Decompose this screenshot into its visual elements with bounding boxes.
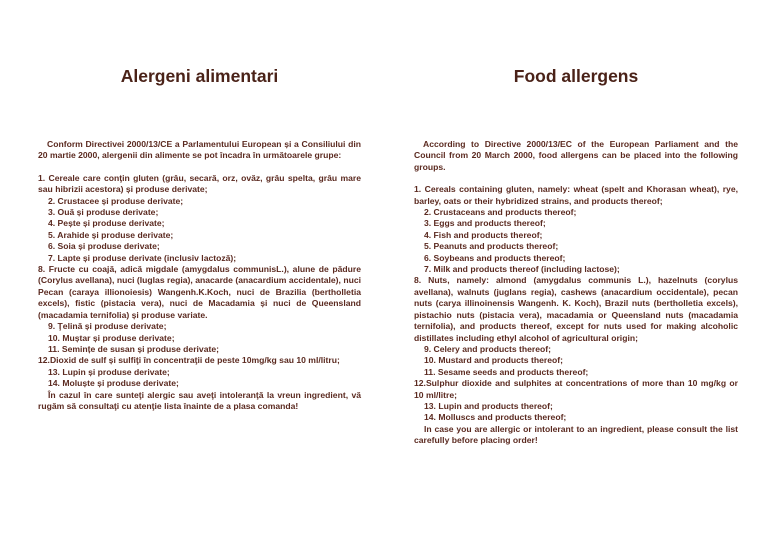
list-item: 10. Muștar și produse derivate;: [48, 332, 175, 343]
list-item: 11. Semințe de susan și produse derivate;: [48, 343, 219, 354]
list-item: 10. Mustard and products thereof;: [424, 355, 563, 366]
left-column-romanian: [38, 66, 361, 412]
closing-note: In case you are allergic or intolerant to an ingredient, please consult the list carefully before placing order!: [414, 423, 738, 446]
list-item: 3. Ouă și produse derivate;: [48, 207, 159, 218]
list-item: 13. Lupin și produse derivate;: [48, 366, 170, 377]
list-item: 9. Celery and products thereof;: [424, 343, 552, 354]
page-title: Alergeni alimentari: [120, 66, 279, 86]
list-item: 4. Pește și produse derivate;: [48, 218, 165, 229]
list-item: 5. Arahide și produse derivate;: [48, 229, 174, 240]
list-item: 9. Ţelină și produse derivate;: [48, 321, 167, 332]
list-item: 2. Crustacee și produse derivate;: [48, 195, 184, 206]
intro-paragraph: According to Directive 2000/13/EC of the European Parliament and the Council from 20 March 2000, food allergens can be placed into the following groups.: [414, 139, 738, 172]
allergen-list: [38, 173, 361, 390]
list-item: 7. Lapte și produse derivate (inclusiv lactoză);: [48, 252, 237, 263]
page-title: Food allergens: [513, 66, 639, 86]
list-item: 8. Nuts, namely: almond (amygdalus communis L.), hazelnuts (corylus avellana), walnuts (juglans regia), cashews (anacardium occidentale), pecan nuts (carya illinoinensis Wangenh. K. Koch), Brazil nuts (bertholletia excels), pistachio nuts (pistacia vera), macadamia or Queensland nuts (macadamia ternifolia), and products thereof, except for nuts used for making alcoholic distillates including ethyl alcohol of agricultural origin;: [414, 275, 738, 343]
list-item: 4. Fish and products thereof;: [424, 229, 543, 240]
list-item: 3. Eggs and products thereof;: [424, 218, 546, 229]
list-item: 11. Sesame seeds and products thereof;: [424, 366, 589, 377]
intro-paragraph: Conform Directivei 2000/13/CE a Parlamentului European și a Consiliului din 20 martie 2000, alergenii din alimente se pot încadra în următoarele grupe:: [38, 139, 361, 161]
right-column-english: [414, 66, 738, 447]
list-item: 14. Molluscs and products thereof;: [424, 412, 567, 423]
closing-note: În cazul în care sunteţi alergic sau aveţi intoleranţă la vreun ingredient, vă rugăm să consultaţi cu atenţie lista înainte de a plasa comanda!: [38, 389, 361, 411]
list-item: 12.Sulphur dioxide and sulphites at concentrations of more than 10 mg/kg or 10 ml/litre;: [414, 378, 738, 400]
list-item: 8. Fructe cu coajă, adică migdale (amygdalus communisL.), alune de pădure (Corylus avellana), nuci (Iuglas regia), anacarde (anacardium accidentale), nuci Pecan (caraya illionoiesis) Wangenh.K.Koch, nuci de Brazilia (bertholletia excels), fistic (pistacia vera), nuci de Macadamia și nuci de Queensland (macadamia ternifolia) și produse variate.: [38, 264, 361, 320]
list-item: 1. Cereals containing gluten, namely: wheat (spelt and Khorasan wheat), rye, barley, oats or their hybridized strains, and products thereof;: [414, 184, 738, 206]
allergen-list: [414, 184, 738, 424]
list-item: 7. Milk and products thereof (including lactose);: [424, 264, 620, 275]
list-item: 14. Moluște și produse derivate;: [48, 378, 179, 389]
list-item: 2. Crustaceans and products thereof;: [424, 207, 577, 218]
list-item: 1. Cereale care conţin gluten (grâu, secară, orz, ovăz, grâu spelta, grâu mare sau hibrizii acestora) și produse derivate;: [38, 172, 361, 195]
list-item: 13. Lupin and products thereof;: [424, 400, 553, 411]
list-item: 6. Soybeans and products thereof;: [424, 252, 566, 263]
list-item: 12.Dioxid de sulf și sulfiţi în concentraţii de peste 10mg/kg sau 10 ml/litru;: [38, 355, 340, 366]
list-item: 5. Peanuts and products thereof;: [424, 241, 559, 252]
list-item: 6. Soia și produse derivate;: [48, 241, 160, 252]
